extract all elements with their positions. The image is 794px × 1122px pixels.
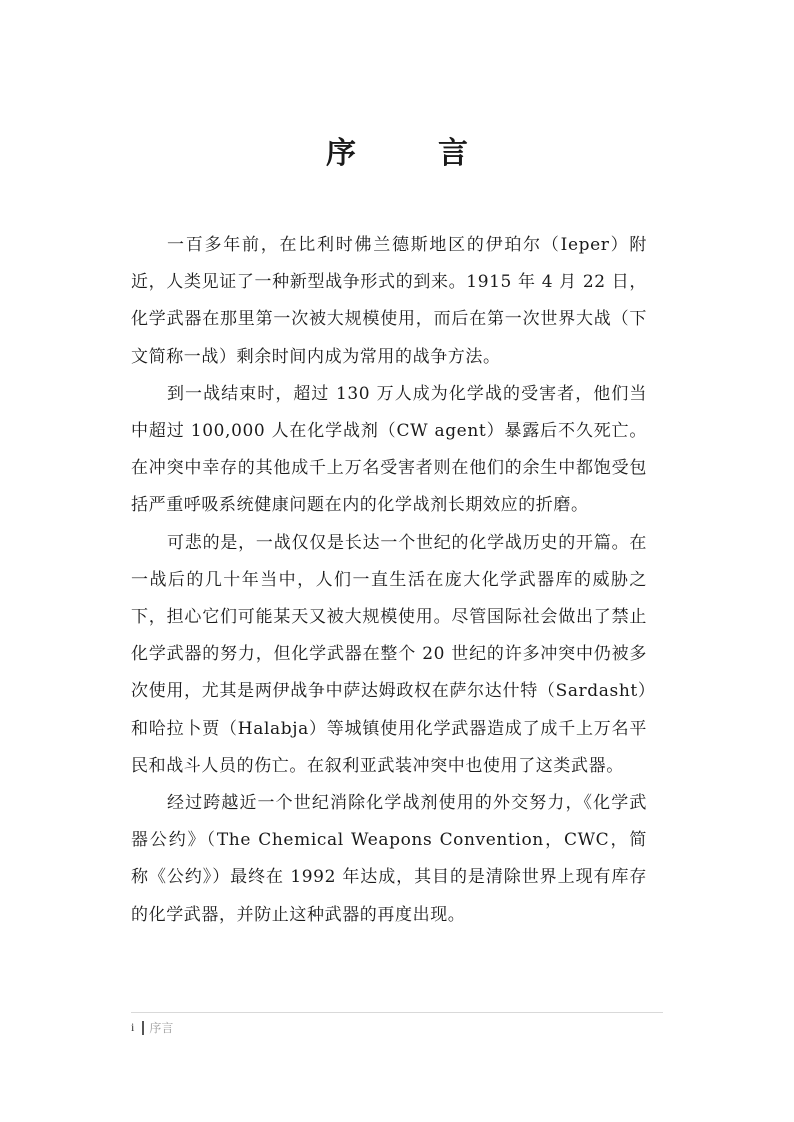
page-number: i [131, 1020, 135, 1034]
footer-section-label: 序言 [149, 1021, 174, 1035]
page-footer [131, 1012, 663, 1036]
paragraph-4: 经过跨越近一个世纪消除化学战剂使用的外交努力，《化学武器公约》（The Chemical Weapons Convention，CWC，简称《公约》）最终在 1992 年达成，其目的是清除世界上现有库存的化学武器，并防止这种武器的再度出现。 [131, 793, 647, 925]
footer-divider-bar [142, 1021, 144, 1035]
page-title: 序 言 [326, 136, 494, 171]
paragraph-1: 一百多年前，在比利时佛兰德斯地区的伊珀尔（Ieper）附近，人类见证了一种新型战争形式的到来。1915 年 4 月 22 日，化学武器在那里第一次被大规模使用，而后在第一次世界大战（下文简称一战）剩余时间内成为常用的战争方法。 [131, 235, 647, 367]
body-text [131, 227, 647, 934]
paragraph-3: 可悲的是，一战仅仅是长达一个世纪的化学战历史的开篇。在一战后的几十年当中，人们一直生活在庞大化学武器库的威胁之下，担心它们可能某天又被大规模使用。尽管国际社会做出了禁止化学武器的努力，但化学武器在整个 20 世纪的许多冲突中仍被多次使用，尤其是两伊战争中萨达姆政权在萨尔达什特（Sardasht）和哈拉卜贾（Halabja）等城镇使用化学武器造成了成千上万名平民和战斗人员的伤亡。在叙利亚武装冲突中也使用了这类武器。 [131, 532, 647, 776]
paragraph-2: 到一战结束时，超过 130 万人成为化学战的受害者，他们当中超过 100,000 人在化学战剂（CW agent）暴露后不久死亡。在冲突中幸存的其他成千上万名受害者则在他们的余生中都饱受包括严重呼吸系统健康问题在内的化学战剂长期效应的折磨。 [131, 383, 647, 516]
